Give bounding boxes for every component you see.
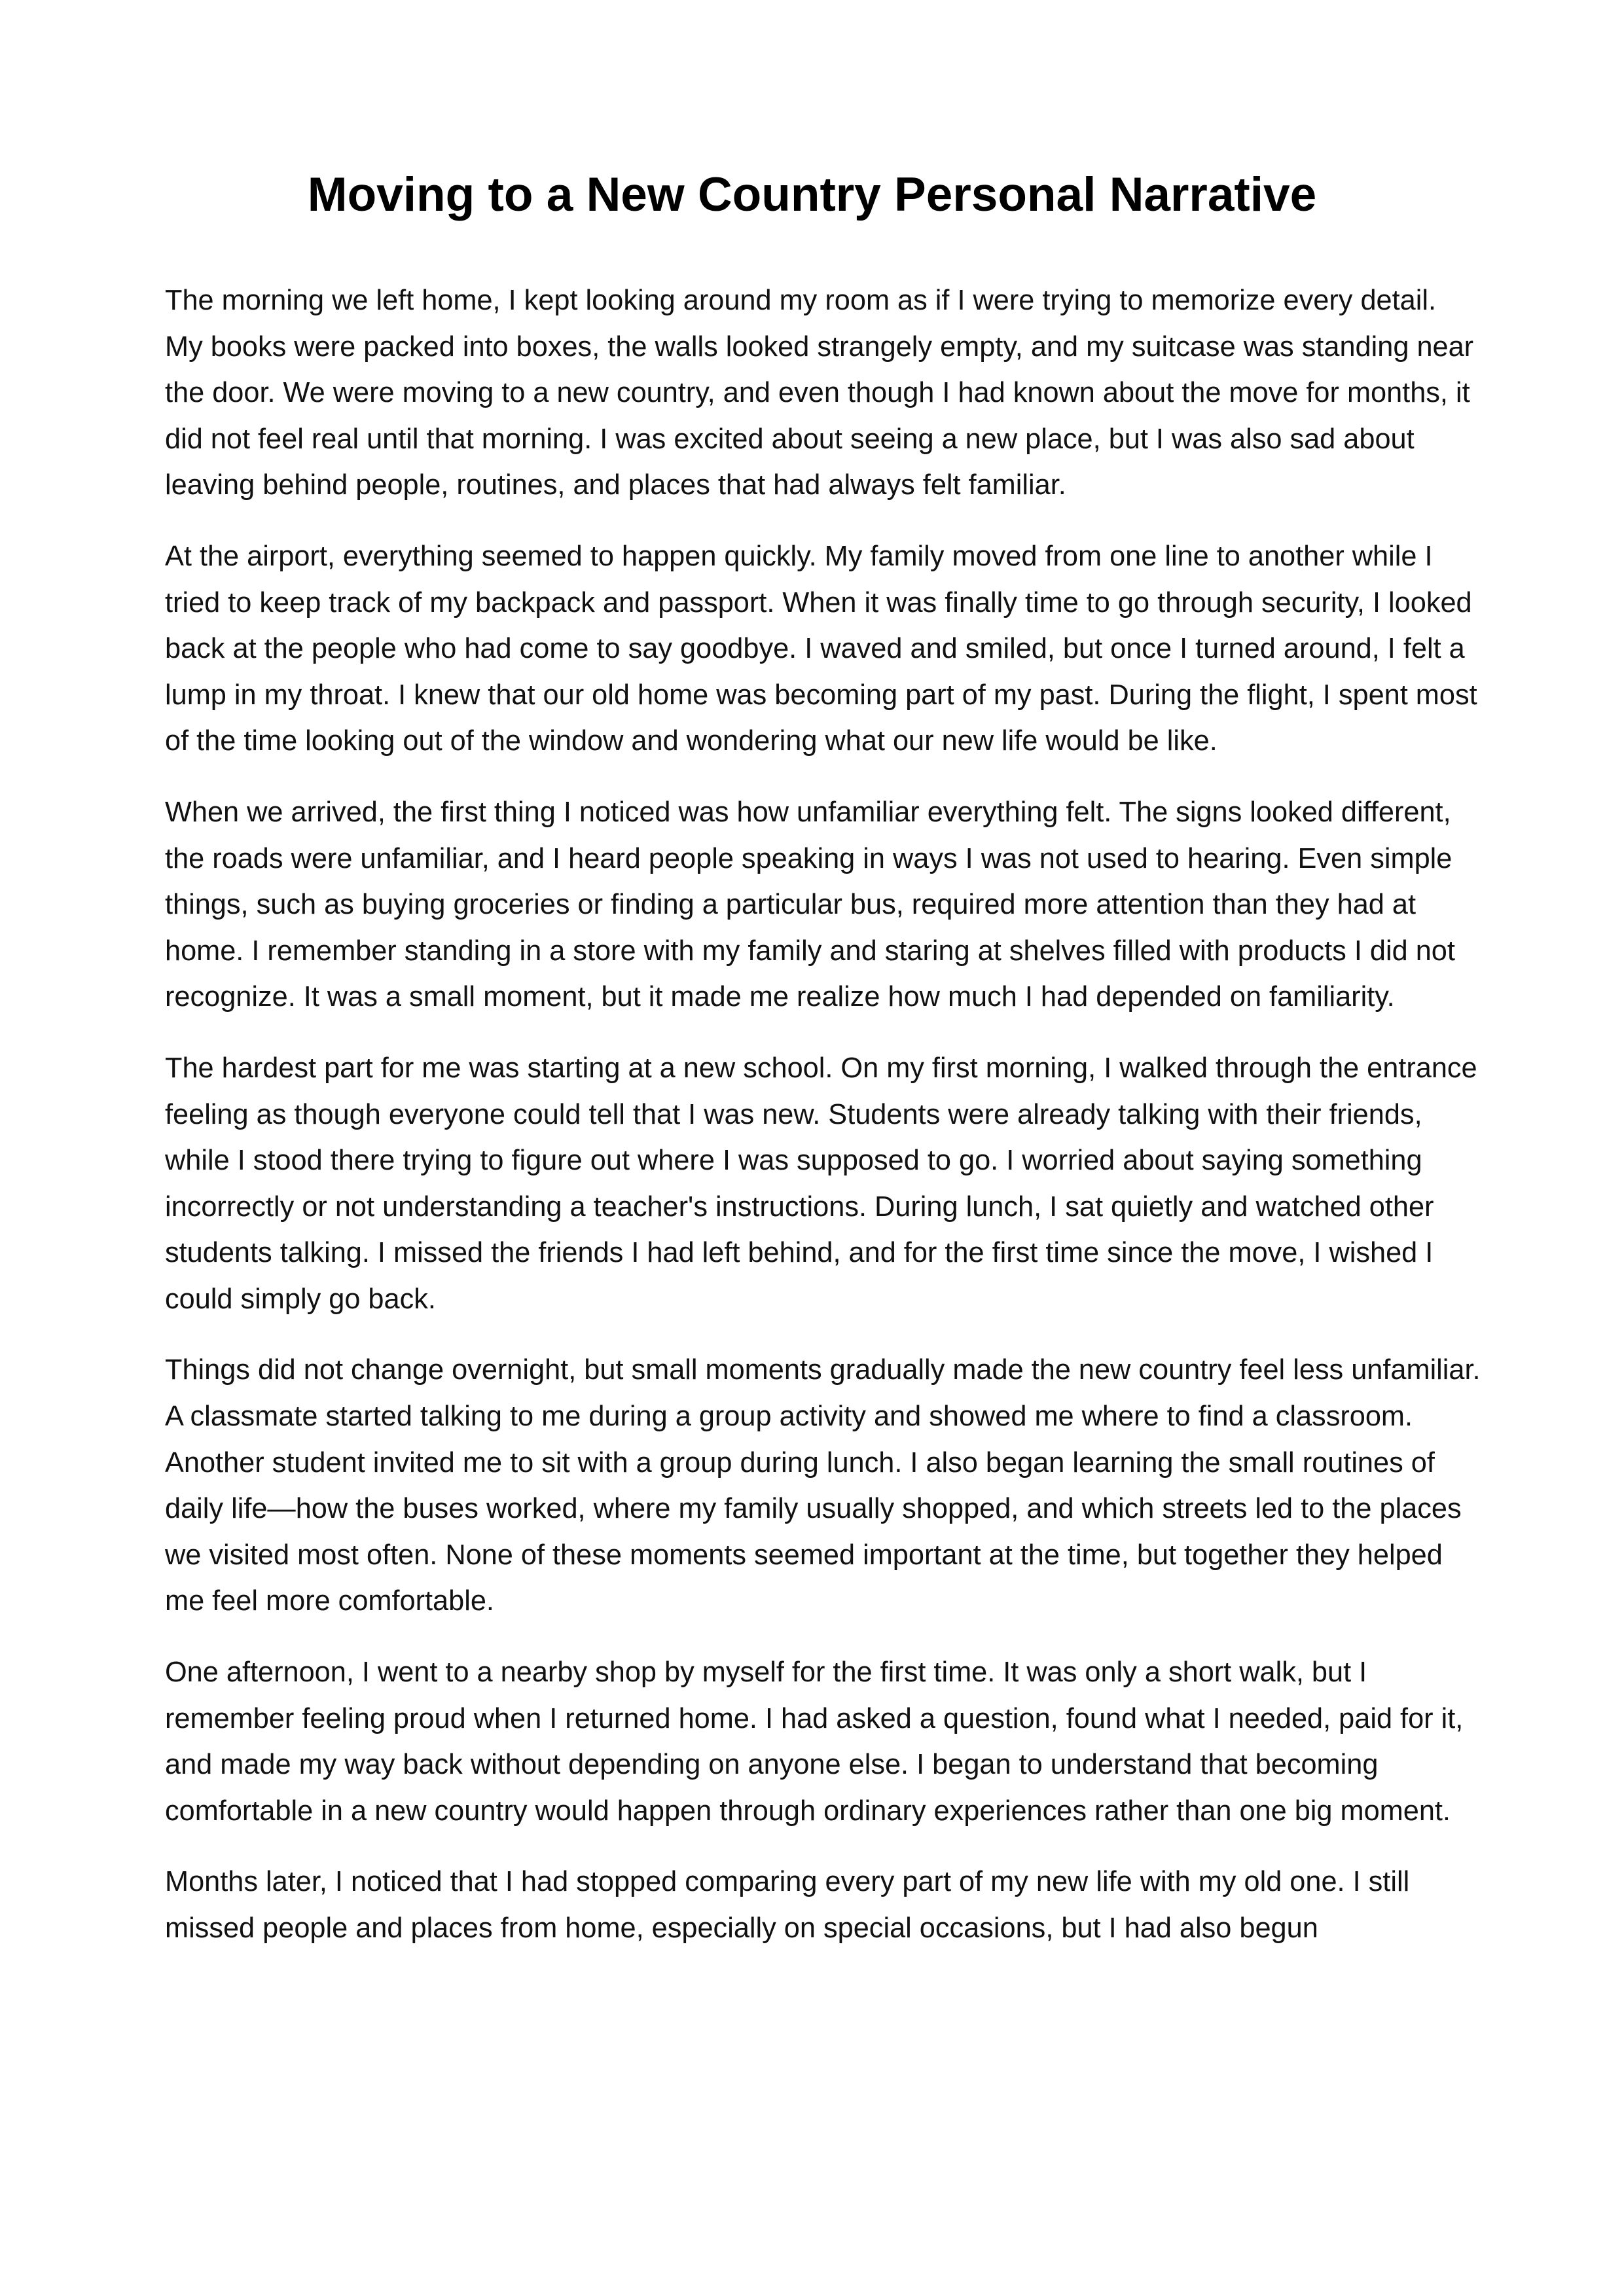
paragraph: The morning we left home, I kept looking around my room as if I were trying to memorize every detail. My books were packed into boxes, the walls looked strangely empty, and my suitcase was standing near the door. We were moving to a new country, and even though I had known about the move for months, it did not feel real until that morning. I was excited about seeing a new place, but I was also sad about leaving behind people, routines, and places that had always felt familiar. bbox=[165, 285, 1474, 501]
paragraph: Things did not change overnight, but small moments gradually made the new country feel less unfamiliar. A classmate started talking to me during a group activity and showed me where to find a classroom. Another student invited me to sit with a group during lunch. I also began learning the small routines of daily life—how the buses worked, where my family usually shopped, and which streets led to the places we visited most often. None of these moments seemed important at the time, but together they helped me feel more comfortable. bbox=[165, 1354, 1481, 1617]
document-title: Moving to a New Country Personal Narrative bbox=[307, 168, 1317, 221]
paragraph: The hardest part for me was starting at a new school. On my first morning, I walked through the entrance feeling as though everyone could tell that I was new. Students were already talking with their friends, while I stood there trying to figure out where I was supposed to go. I worried about saying something incorrectly or not understanding a teacher's instructions. During lunch, I sat quietly and watched other students talking. I missed the friends I had left behind, and for the first time since the move, I wished I could simply go back. bbox=[165, 1052, 1477, 1315]
document-body bbox=[165, 278, 1481, 1977]
paragraph: At the airport, everything seemed to happen quickly. My family moved from one line to another while I tried to keep track of my backpack and passport. When it was finally time to go through security, I looked back at the people who had come to say goodbye. I waved and smiled, but once I turned around, I felt a lump in my throat. I knew that our old home was becoming part of my past. During the flight, I spent most of the time looking out of the window and wondering what our new life would be like. bbox=[165, 540, 1477, 757]
paragraph: When we arrived, the first thing I noticed was how unfamiliar everything felt. The signs looked different, the roads were unfamiliar, and I heard people speaking in ways I was not used to hearing. Even simple things, such as buying groceries or finding a particular bus, required more attention than they had at home. I remember standing in a store with my family and staring at shelves filled with products I did not recognize. It was a small moment, but it made me realize how much I had depended on familiarity. bbox=[165, 796, 1455, 1013]
paragraph: Months later, I noticed that I had stopped comparing every part of my new life with my old one. I still missed people and places from home, especially on special occasions, but I had also begun bbox=[165, 1866, 1410, 1944]
paragraph: One afternoon, I went to a nearby shop by myself for the first time. It was only a short walk, but I remember feeling proud when I returned home. I had asked a question, found what I needed, paid for it, and made my way back without depending on anyone else. I began to understand that becoming comfortable in a new country would happen through ordinary experiences rather than one big moment. bbox=[165, 1657, 1464, 1827]
